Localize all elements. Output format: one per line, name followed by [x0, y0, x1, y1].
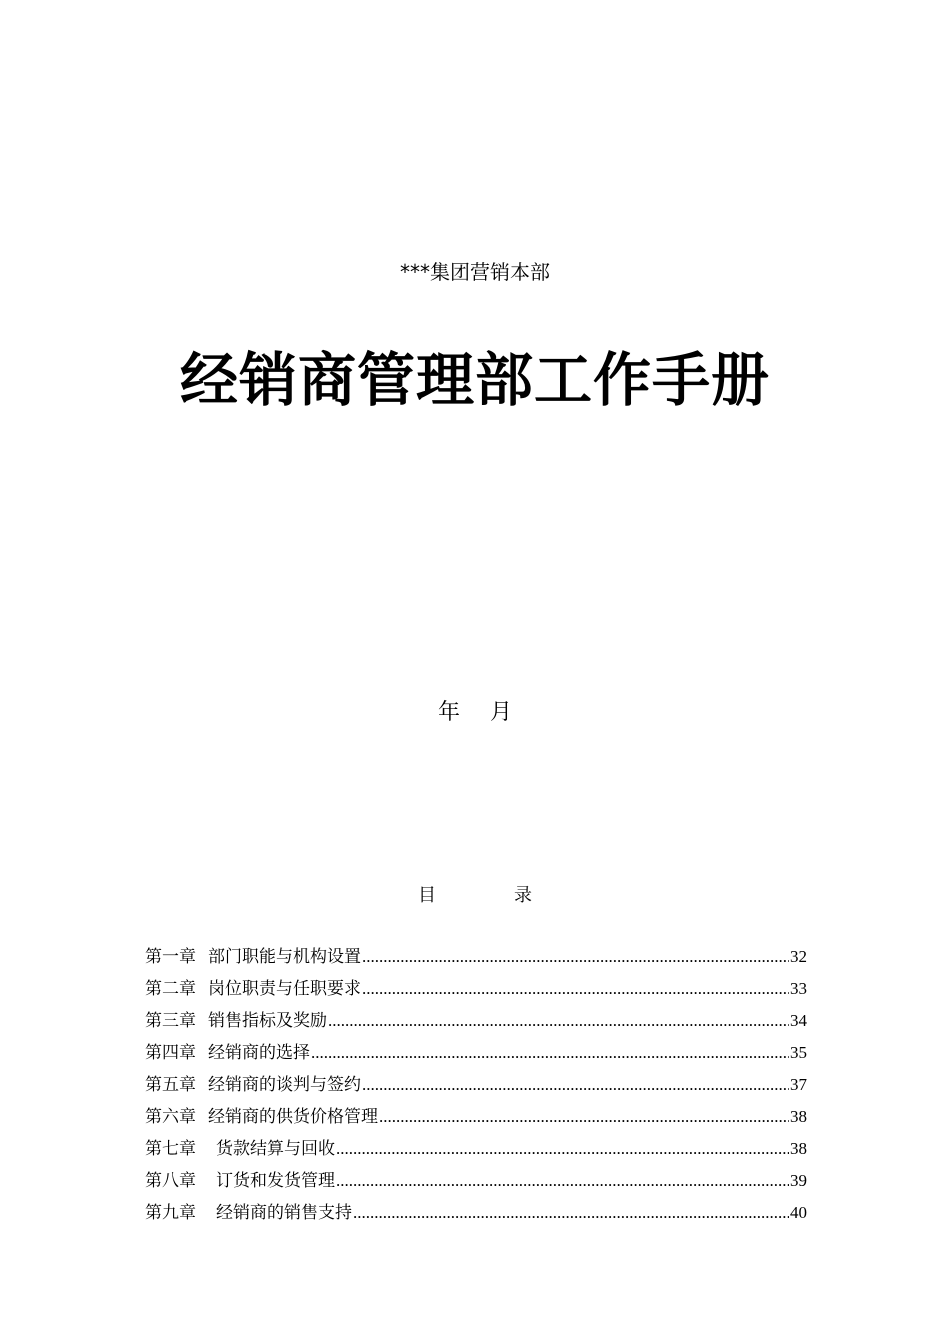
toc-page-number: 38	[790, 1139, 807, 1158]
toc-chapter: 第七章	[145, 1139, 196, 1158]
toc-page-number: 33	[790, 979, 807, 998]
toc-entry[interactable]	[145, 1167, 807, 1199]
toc-page-number: 40	[790, 1203, 807, 1222]
table-of-contents	[145, 943, 807, 1231]
toc-leader	[311, 1039, 789, 1067]
toc-chapter: 第一章	[145, 947, 196, 966]
toc-page-number: 35	[790, 1043, 807, 1062]
document-date	[0, 698, 950, 728]
toc-title: 货款结算与回收	[216, 1139, 335, 1158]
toc-page-number: 39	[790, 1171, 807, 1190]
toc-page-number: 32	[790, 947, 807, 966]
toc-chapter: 第八章	[145, 1171, 196, 1190]
toc-chapter: 第六章	[145, 1107, 196, 1126]
toc-heading-left: 目	[418, 885, 436, 905]
toc-entry[interactable]	[145, 1199, 807, 1231]
year-label: 年	[437, 700, 460, 725]
toc-chapter: 第九章	[145, 1203, 196, 1222]
toc-leader	[336, 1167, 789, 1195]
toc-leader	[328, 1007, 789, 1035]
toc-entry[interactable]	[145, 1103, 807, 1135]
toc-title: 经销商的销售支持	[216, 1203, 352, 1222]
toc-heading-right: 录	[514, 885, 532, 905]
toc-leader	[336, 1135, 789, 1163]
toc-page-number: 37	[790, 1075, 807, 1094]
toc-chapter: 第四章	[145, 1043, 196, 1062]
toc-entry[interactable]	[145, 975, 807, 1007]
toc-title: 岗位职责与任职要求	[208, 979, 361, 998]
toc-leader	[362, 975, 789, 1003]
toc-leader	[362, 943, 789, 971]
document-title: 经销商管理部工作手册	[179, 346, 770, 414]
toc-entry[interactable]	[145, 943, 807, 975]
toc-leader	[353, 1199, 789, 1227]
toc-title: 经销商的谈判与签约	[208, 1075, 361, 1094]
toc-title: 经销商的供货价格管理	[208, 1107, 378, 1126]
toc-title: 经销商的选择	[208, 1043, 310, 1062]
toc-entry[interactable]	[145, 1135, 807, 1167]
toc-entry[interactable]	[145, 1039, 807, 1071]
toc-entry[interactable]	[145, 1007, 807, 1039]
toc-title: 部门职能与机构设置	[208, 947, 361, 966]
organization-name: ***集团营销本部	[400, 260, 550, 284]
toc-leader	[362, 1071, 789, 1099]
month-label: 月	[490, 700, 513, 725]
toc-heading	[0, 882, 950, 908]
toc-title: 销售指标及奖励	[208, 1011, 327, 1030]
toc-entry[interactable]	[145, 1071, 807, 1103]
toc-leader	[379, 1103, 789, 1131]
toc-chapter: 第三章	[145, 1011, 196, 1030]
toc-chapter: 第五章	[145, 1075, 196, 1094]
toc-page-number: 34	[790, 1011, 807, 1030]
toc-chapter: 第二章	[145, 979, 196, 998]
toc-page-number: 38	[790, 1107, 807, 1126]
toc-title: 订货和发货管理	[216, 1171, 335, 1190]
